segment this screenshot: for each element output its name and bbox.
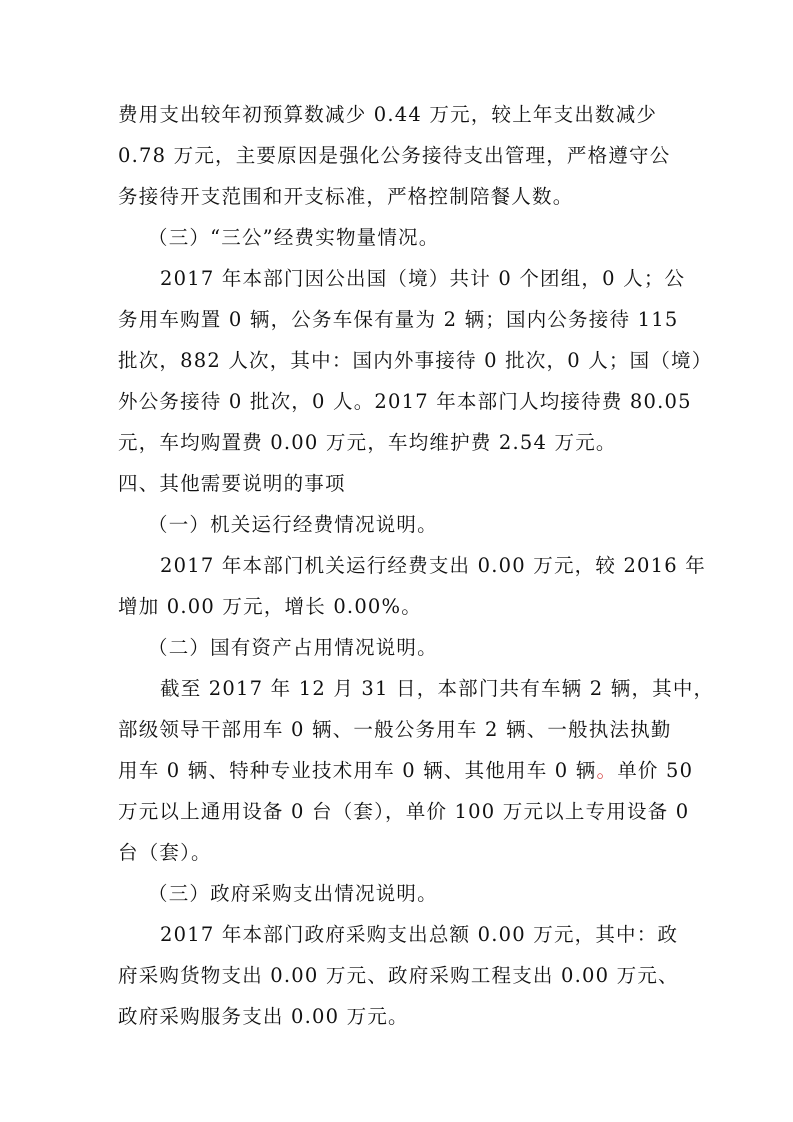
text-line: [118, 427, 684, 459]
line-text: 万元以上通用设备 0 台（套），单价 100 万元以上专用设备 0: [118, 800, 690, 823]
text-line: [160, 919, 684, 951]
text-line: [118, 960, 684, 992]
section-heading: [148, 509, 684, 541]
line-text: 费用支出较年初预算数减少 0.44 万元，较上年支出数减少: [118, 103, 658, 126]
line-text: 元，车均购置费 0.00 万元，车均维护费 2.54 万元。: [118, 431, 617, 454]
line-text: 2017 年本部门政府采购支出总额 0.00 万元，其中：政: [160, 923, 679, 946]
text-line: [118, 140, 684, 172]
line-text: 部级领导干部用车 0 辆、一般公务用车 2 辆、一般执法执勤: [118, 718, 672, 741]
line-text: 增加 0.00 万元，增长 0.00%。: [118, 595, 422, 618]
text-line: [160, 550, 706, 582]
text-line: [118, 796, 690, 828]
line-text: 外公务接待 0 批次，0 人。2017 年本部门人均接待费 80.05: [118, 390, 692, 413]
text-line: [118, 386, 692, 418]
text-line: [118, 99, 684, 131]
text-line: [118, 304, 684, 336]
section-heading: [148, 222, 684, 254]
line-text: 用车 0 辆、特种专业技术用车 0 辆、其他用车 0 辆: [118, 759, 597, 782]
text-line: [118, 1001, 684, 1033]
line-text: 截至 2017 年 12 月 31 日，本部门共有车辆 2 辆，其中，: [160, 677, 715, 700]
red-period: 。: [596, 759, 618, 782]
section-heading: [148, 632, 684, 664]
heading-text: （三）政府采购支出情况说明。: [148, 882, 438, 905]
text-line: [160, 673, 715, 705]
heading-text: 四、其他需要说明的事项: [118, 472, 346, 495]
line-text: 务接待开支范围和开支标准，严格控制陪餐人数。: [118, 185, 574, 208]
line-text: 2017 年本部门机关运行经费支出 0.00 万元，较 2016 年: [160, 554, 706, 577]
text-line: [118, 755, 694, 787]
line-text: 台（套）。: [118, 841, 212, 864]
text-line: [118, 837, 684, 869]
text-line: [118, 714, 684, 746]
line-text: 务用车购置 0 辆，公务车保有量为 2 辆；国内公务接待 115: [118, 308, 679, 331]
line-text: 政府采购服务支出 0.00 万元。: [118, 1005, 409, 1028]
heading-text: （一）机关运行经费情况说明。: [148, 513, 438, 536]
line-text: 2017 年本部门因公出国（境）共计 0 个团组，0 人；公: [160, 267, 686, 290]
text-line: [160, 263, 684, 295]
heading-text: （二）国有资产占用情况说明。: [148, 636, 438, 659]
section-heading: [148, 878, 684, 910]
text-line: [118, 591, 684, 623]
text-line: [118, 345, 713, 377]
text-line: [118, 181, 684, 213]
chapter-heading: [118, 468, 684, 500]
line-text: 单价 50: [617, 759, 694, 782]
line-text: 批次，882 人次，其中：国内外事接待 0 批次，0 人；国（境）: [118, 349, 713, 372]
heading-text: （三）“三公”经费实物量情况。: [148, 226, 440, 249]
line-text: 府采购货物支出 0.00 万元、政府采购工程支出 0.00 万元、: [118, 964, 679, 987]
line-text: 0.78 万元，主要原因是强化公务接待支出管理，严格遵守公: [118, 144, 671, 167]
